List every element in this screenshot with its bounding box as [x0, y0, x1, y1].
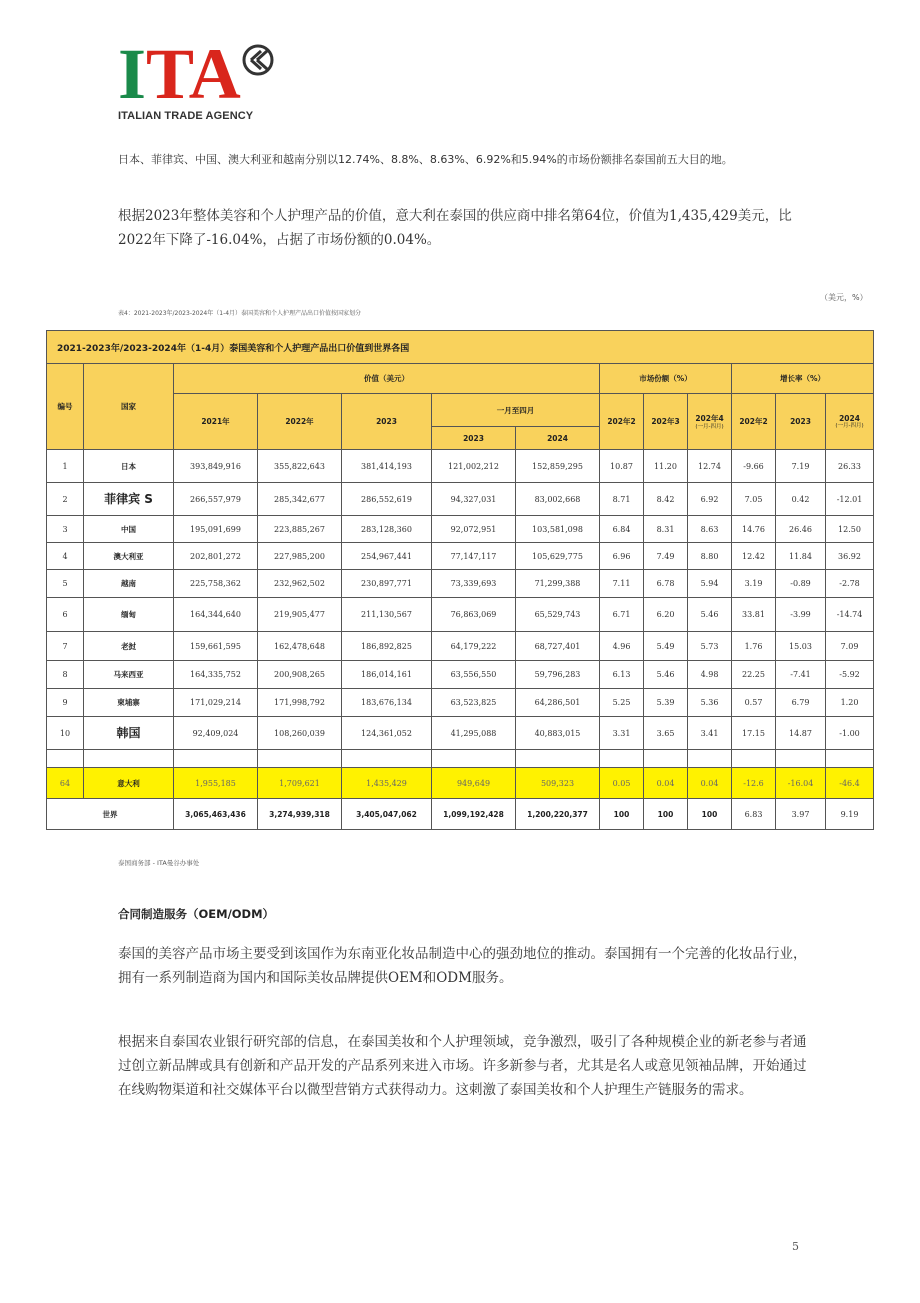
cell-ja2024: 509,323: [516, 768, 600, 799]
table-row: [47, 570, 874, 598]
cell-g2023: -3.99: [776, 598, 826, 632]
cell-v2021: 1,955,185: [174, 768, 258, 799]
cell-s2023: 11.20: [644, 450, 688, 483]
cell-v2023: 124,361,052: [342, 717, 432, 750]
cell-s2022: 5.25: [600, 689, 644, 717]
cell-country: 菲律宾 S: [84, 483, 174, 516]
cell-s2023: 6.20: [644, 598, 688, 632]
table-title: 2021-2023年/2023-2024年（1-4月）泰国美容和个人护理产品出口价值到世界各国: [47, 331, 874, 364]
spacer-cell: [84, 750, 174, 768]
header-share-2024-label: 202年4: [695, 413, 724, 423]
cell-ja2024: 152,859,295: [516, 450, 600, 483]
cell-v2021: 159,661,595: [174, 632, 258, 661]
header-share: 市场份额（%）: [600, 364, 732, 394]
header-growth-2024-label: 2024: [839, 413, 860, 423]
cell-s2024: 12.74: [688, 450, 732, 483]
header-2021: 2021年: [174, 394, 258, 450]
header-growth: 增长率（%）: [732, 364, 874, 394]
cell-v2022: 1,709,621: [258, 768, 342, 799]
export-table: [46, 330, 874, 830]
oem-paragraph: 泰国的美容产品市场主要受到该国作为东南亚化妆品制造中心的强劲地位的推动。泰国拥有一个完善的化妆品行业，拥有一系列制造商为国内和国际美妆品牌提供OEM和ODM服务。: [118, 946, 807, 986]
cell-v2021: 266,557,979: [174, 483, 258, 516]
table-row: [47, 717, 874, 750]
cell-g2023: 0.42: [776, 483, 826, 516]
cell-no: 7: [47, 632, 84, 661]
table-row: [47, 689, 874, 717]
cell-s2024: 5.46: [688, 598, 732, 632]
cell-v2022: 3,274,939,318: [258, 799, 342, 830]
spacer-cell: [516, 750, 600, 768]
cell-g2024: -1.00: [826, 717, 874, 750]
cell-ja2023: 121,002,212: [432, 450, 516, 483]
cell-ja2023: 949,649: [432, 768, 516, 799]
cell-v2023: 183,676,134: [342, 689, 432, 717]
section-heading: 合同制造服务（OEM/ODM）: [118, 907, 275, 921]
header-share-2022: 202年2: [600, 394, 644, 450]
cell-no: 10: [47, 717, 84, 750]
cell-s2022: 7.11: [600, 570, 644, 598]
cell-s2023: 5.49: [644, 632, 688, 661]
cell-v2021: 3,065,463,436: [174, 799, 258, 830]
cell-ja2024: 103,581,098: [516, 516, 600, 543]
cell-ja2024: 59,796,283: [516, 661, 600, 689]
cell-g2024: 26.33: [826, 450, 874, 483]
cell-s2023: 100: [644, 799, 688, 830]
cell-v2021: 195,091,699: [174, 516, 258, 543]
cell-s2023: 7.49: [644, 543, 688, 570]
italy-paragraph: 根据2023年整体美容和个人护理产品的价值，意大利在泰国的供应商中排名第64位，价值为1,435,429美元，比2022年下降了-16.04%，占据了市场份额的0.04%。: [118, 208, 792, 248]
cell-v2023: 186,014,161: [342, 661, 432, 689]
cell-s2022: 100: [600, 799, 644, 830]
cell-ja2023: 77,147,117: [432, 543, 516, 570]
cell-g2022: 17.15: [732, 717, 776, 750]
cell-ja2023: 41,295,088: [432, 717, 516, 750]
cell-v2023: 283,128,360: [342, 516, 432, 543]
cell-v2023: 286,552,619: [342, 483, 432, 516]
table-row: [47, 450, 874, 483]
cell-v2022: 108,260,039: [258, 717, 342, 750]
table-row: [47, 632, 874, 661]
cell-ja2024: 68,727,401: [516, 632, 600, 661]
cell-ja2023: 76,863,069: [432, 598, 516, 632]
spacer-cell: [776, 750, 826, 768]
cell-v2022: 162,478,648: [258, 632, 342, 661]
header-growth-2024-note: (一月-四月): [835, 422, 864, 429]
cell-g2022: 12.42: [732, 543, 776, 570]
cell-country: 意大利: [84, 768, 174, 799]
cell-v2021: 202,801,272: [174, 543, 258, 570]
cell-g2022: -9.66: [732, 450, 776, 483]
cell-ja2023: 63,523,825: [432, 689, 516, 717]
cell-no: 5: [47, 570, 84, 598]
cell-v2022: 232,962,502: [258, 570, 342, 598]
cell-v2022: 227,985,200: [258, 543, 342, 570]
header-value: 价值（美元）: [174, 364, 600, 394]
cell-ja2024: 40,883,015: [516, 717, 600, 750]
cell-no: 1: [47, 450, 84, 483]
cell-g2022: 22.25: [732, 661, 776, 689]
ita-logo-subtitle: ITALIAN TRADE AGENCY: [118, 110, 254, 122]
cell-s2022: 6.96: [600, 543, 644, 570]
spacer-cell: [47, 750, 84, 768]
cell-g2022: -12.6: [732, 768, 776, 799]
cell-ja2023: 64,179,222: [432, 632, 516, 661]
cell-v2023: 381,414,193: [342, 450, 432, 483]
cell-g2024: -46.4: [826, 768, 874, 799]
header-jan-apr: 一月至四月: [432, 394, 600, 427]
spacer-cell: [826, 750, 874, 768]
cell-v2023: 254,967,441: [342, 543, 432, 570]
cell-g2023: 3.97: [776, 799, 826, 830]
cell-s2024: 5.73: [688, 632, 732, 661]
cell-s2023: 8.31: [644, 516, 688, 543]
cell-s2024: 4.98: [688, 661, 732, 689]
cell-g2023: -7.41: [776, 661, 826, 689]
bank-paragraph: 根据来自泰国农业银行研究部的信息，在泰国美妆和个人护理领域，竞争激烈，吸引了各种规模企业的新老参与者通过创立新品牌或具有创新和产品开发的产品系列来进入市场。许多新参与者，尤其是名人或意见领袖品牌，开始通过在线购物渠道和社交媒体平台以微型营销方式获得动力。这刺激了泰国美妆和个人护理生产链服务的需求。: [118, 1034, 807, 1098]
cell-g2022: 0.57: [732, 689, 776, 717]
cell-g2024: 7.09: [826, 632, 874, 661]
spacer-cell: [688, 750, 732, 768]
ita-logo-mark: [118, 40, 278, 108]
cell-g2024: 1.20: [826, 689, 874, 717]
cell-no: 9: [47, 689, 84, 717]
cell-country: 缅甸: [84, 598, 174, 632]
header-country: 国家: [84, 364, 174, 450]
cell-g2024: -12.01: [826, 483, 874, 516]
cell-v2023: 3,405,047,062: [342, 799, 432, 830]
table-caption: 表4：2021-2023年/2023-2024年（1-4月）泰国美容和个人护理产品出口价值按国家划分: [118, 310, 362, 317]
cell-ja2024: 64,286,501: [516, 689, 600, 717]
unit-note: （美元，%）: [820, 293, 868, 302]
table-row: [47, 598, 874, 632]
cell-s2023: 5.39: [644, 689, 688, 717]
cell-ja2024: 105,629,775: [516, 543, 600, 570]
cell-s2024: 0.04: [688, 768, 732, 799]
cell-g2022: 33.81: [732, 598, 776, 632]
cell-v2022: 355,822,643: [258, 450, 342, 483]
cell-v2023: 186,892,825: [342, 632, 432, 661]
cell-v2022: 219,905,477: [258, 598, 342, 632]
cell-country: 日本: [84, 450, 174, 483]
cell-s2024: 3.41: [688, 717, 732, 750]
cell-country: 韩国: [84, 717, 174, 750]
table-row: [47, 516, 874, 543]
header-growth-2023: 2023: [776, 394, 826, 450]
spacer-cell: [732, 750, 776, 768]
cell-no: 4: [47, 543, 84, 570]
cell-g2022: 14.76: [732, 516, 776, 543]
cell-v2022: 285,342,677: [258, 483, 342, 516]
cell-ja2023: 73,339,693: [432, 570, 516, 598]
cell-g2023: 11.84: [776, 543, 826, 570]
table-row: [47, 543, 874, 570]
cell-s2022: 6.84: [600, 516, 644, 543]
cell-country: 柬埔寨: [84, 689, 174, 717]
header-share-2024-note: (一月-四月): [695, 423, 724, 430]
cell-g2022: 1.76: [732, 632, 776, 661]
cell-g2023: -16.04: [776, 768, 826, 799]
header-share-2023: 202年3: [644, 394, 688, 450]
cell-s2022: 8.71: [600, 483, 644, 516]
spacer-cell: [258, 750, 342, 768]
cell-v2022: 200,908,265: [258, 661, 342, 689]
cell-country: 马来西亚: [84, 661, 174, 689]
cell-g2022: 3.19: [732, 570, 776, 598]
cell-s2023: 8.42: [644, 483, 688, 516]
cell-s2024: 5.36: [688, 689, 732, 717]
cell-s2023: 6.78: [644, 570, 688, 598]
spacer-cell: [644, 750, 688, 768]
spacer-cell: [174, 750, 258, 768]
cell-s2022: 6.71: [600, 598, 644, 632]
cell-g2024: -5.92: [826, 661, 874, 689]
cell-s2022: 6.13: [600, 661, 644, 689]
cell-no: 3: [47, 516, 84, 543]
ita-logo: [118, 40, 278, 128]
cell-v2022: 171,998,792: [258, 689, 342, 717]
cell-country: 澳大利亚: [84, 543, 174, 570]
cell-ja2024: 65,529,743: [516, 598, 600, 632]
cell-g2023: 15.03: [776, 632, 826, 661]
cell-ja2023: 94,327,031: [432, 483, 516, 516]
cell-v2021: 225,758,362: [174, 570, 258, 598]
header-jan-apr-2024: 2024: [516, 427, 600, 450]
source-note: 泰国商务部 - ITA曼谷办事处: [118, 859, 200, 867]
cell-s2024: 100: [688, 799, 732, 830]
cell-g2024: -14.74: [826, 598, 874, 632]
spacer-row: [47, 750, 874, 768]
cell-s2022: 3.31: [600, 717, 644, 750]
cell-g2024: 9.19: [826, 799, 874, 830]
cell-s2022: 0.05: [600, 768, 644, 799]
cell-g2023: 6.79: [776, 689, 826, 717]
cell-v2023: 1,435,429: [342, 768, 432, 799]
table-row-italy: [47, 768, 874, 799]
cell-g2023: 7.19: [776, 450, 826, 483]
spacer-cell: [432, 750, 516, 768]
cell-v2021: 393,849,916: [174, 450, 258, 483]
table-row: [47, 483, 874, 516]
intro-paragraph: 日本、菲律宾、中国、澳大利亚和越南分别以12.74%、8.8%、8.63%、6.92%和5.94%的市场份额排名泰国前五大目的地。: [118, 153, 733, 166]
cell-ja2024: 1,200,220,377: [516, 799, 600, 830]
ita-logo-letters: ITA: [118, 40, 241, 108]
cell-ja2023: 1,099,192,428: [432, 799, 516, 830]
cell-g2023: 14.87: [776, 717, 826, 750]
cell-v2022: 223,885,267: [258, 516, 342, 543]
cell-g2024: -2.78: [826, 570, 874, 598]
cell-country: 老挝: [84, 632, 174, 661]
cell-g2022: 6.83: [732, 799, 776, 830]
cell-s2023: 5.46: [644, 661, 688, 689]
cell-v2021: 164,335,752: [174, 661, 258, 689]
cell-no: 8: [47, 661, 84, 689]
cell-v2021: 164,344,640: [174, 598, 258, 632]
cell-ja2023: 92,072,951: [432, 516, 516, 543]
cell-ja2024: 71,299,388: [516, 570, 600, 598]
cell-no: 2: [47, 483, 84, 516]
header-share-2024: [688, 394, 732, 450]
cell-s2023: 0.04: [644, 768, 688, 799]
cell-v2023: 211,130,567: [342, 598, 432, 632]
cell-no: 6: [47, 598, 84, 632]
cell-s2022: 10.87: [600, 450, 644, 483]
cell-s2024: 8.63: [688, 516, 732, 543]
cell-ja2024: 83,002,668: [516, 483, 600, 516]
header-growth-2022: 202年2: [732, 394, 776, 450]
header-2023: 2023: [342, 394, 432, 450]
cell-s2023: 3.65: [644, 717, 688, 750]
header-growth-2024: [826, 394, 874, 450]
header-no: 编号: [47, 364, 84, 450]
cell-country: 中国: [84, 516, 174, 543]
header-jan-apr-2023: 2023: [432, 427, 516, 450]
page-number: 5: [792, 1240, 799, 1253]
cell-ja2023: 63,556,550: [432, 661, 516, 689]
cell-s2022: 4.96: [600, 632, 644, 661]
cell-g2023: -0.89: [776, 570, 826, 598]
header-2022: 2022年: [258, 394, 342, 450]
cell-no: 64: [47, 768, 84, 799]
cell-s2024: 8.80: [688, 543, 732, 570]
spacer-cell: [342, 750, 432, 768]
cell-g2024: 36.92: [826, 543, 874, 570]
cell-g2023: 26.46: [776, 516, 826, 543]
table-row: [47, 661, 874, 689]
table-row-world: [47, 799, 874, 830]
cell-country: 越南: [84, 570, 174, 598]
spacer-cell: [600, 750, 644, 768]
cell-v2021: 171,029,214: [174, 689, 258, 717]
cell-v2023: 230,897,771: [342, 570, 432, 598]
cell-s2024: 5.94: [688, 570, 732, 598]
cell-s2024: 6.92: [688, 483, 732, 516]
cell-country: 世界: [47, 799, 174, 830]
cell-g2024: 12.50: [826, 516, 874, 543]
cell-g2022: 7.05: [732, 483, 776, 516]
cell-v2021: 92,409,024: [174, 717, 258, 750]
